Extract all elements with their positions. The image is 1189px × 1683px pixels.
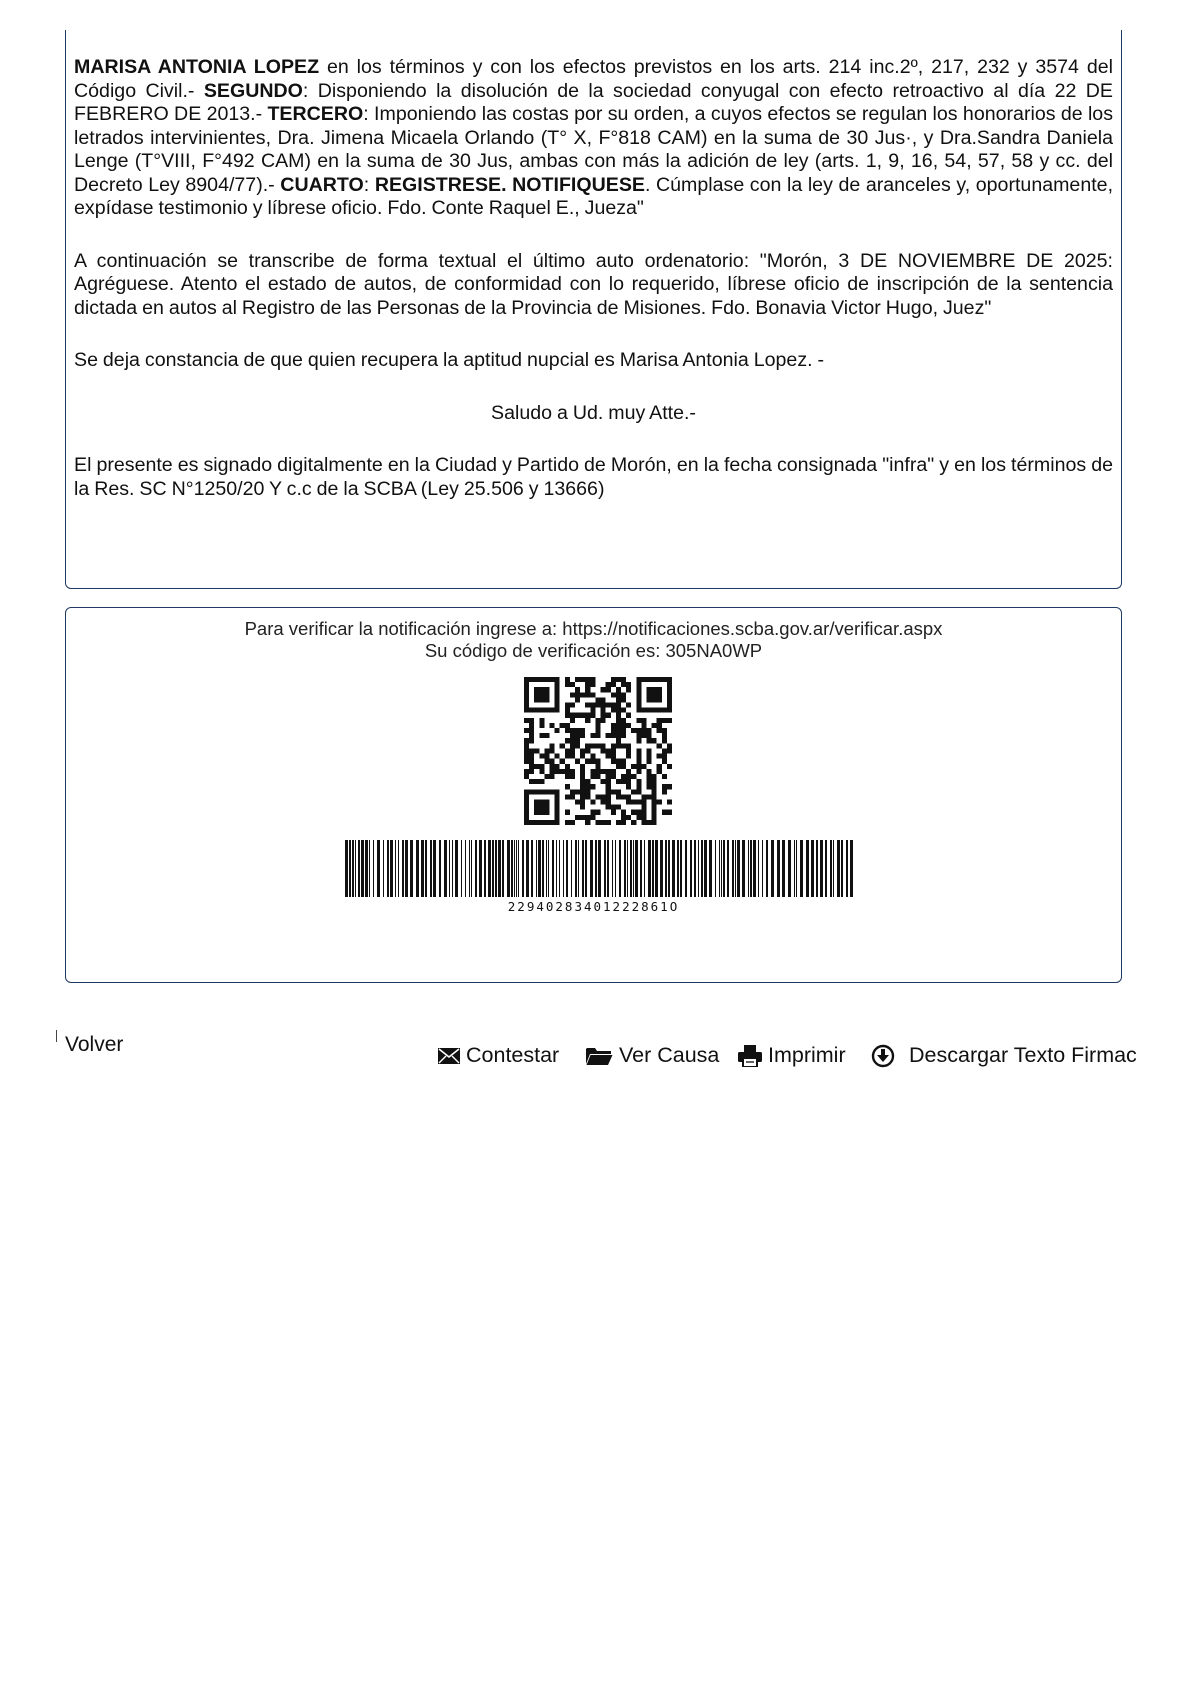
qr-code-icon [524,677,672,825]
imprimir-label: Imprimir [768,1043,846,1067]
envelope-icon [438,1048,460,1064]
action-bar [0,1043,1140,1077]
barcode-number: 22940283401222861O [507,899,680,914]
barcode-icon [345,840,854,897]
verification-url-text: Para verificar la notificación ingrese a: https://notificaciones.scba.gov.ar/verificar.aspx [244,618,943,639]
imprimir-button[interactable] [738,1043,846,1068]
ver-causa-button[interactable] [585,1043,719,1068]
paragraph-signature-notice: El presente es signado digitalmente en la Ciudad y Partido de Morón, en la fecha consignada "infra" y en los términos de la Res. SC N°1250/20 Y c.c de la SCBA (Ley 25.506 y 13666) [74,454,1113,500]
folder-open-icon [585,1046,613,1066]
contestar-label: Contestar [466,1043,560,1067]
divider-tick [56,1030,57,1042]
paragraph-constancia: Se deja constancia de que quien recupera la aptitud nupcial es Marisa Antonia Lopez. - [74,349,825,371]
descargar-button[interactable] [871,1043,1137,1068]
printer-icon [738,1045,762,1067]
descargar-label: Descargar Texto Firmac [909,1043,1137,1067]
contestar-button[interactable] [438,1043,559,1068]
verification-panel [65,607,1122,983]
closing-salutation: Saludo a Ud. muy Atte.- [491,401,696,424]
paragraph-auto-ordenatorio: A continuación se transcribe de forma textual el último auto ordenatorio: "Morón, 3 DE NOVIEMBRE DE 2025: Agréguese. Atento el estado de autos, de conformidad con lo requerido, líbrese oficio de inscripción de la sentencia dictada en autos al Registro de las Personas de la Provincia de Misiones. Fdo. Bonavia Victor Hugo, Juez" [74,249,1113,319]
party-name: MARISA ANTONIA LOPEZ [74,56,320,78]
volver-link[interactable]: Volver [65,1033,124,1056]
notification-body [65,30,1122,589]
ver-causa-label: Ver Causa [619,1043,720,1067]
paragraph-resolution: MARISA ANTONIA LOPEZ en los términos y con los efectos previstos en los arts. 214 inc.2º, 217, 232 y 3574 del Código Civil.- SEGUNDO: Disponiendo la disolución de la sociedad conyugal con efecto retroactivo al día 22 DE FEBRERO DE 2013.- TERCERO: Imponiendo las costas por su orden, a cuyos efectos se regulan los honorarios de los letrados intervinientes, Dra. Jimena Micaela Orlando (T° X, F°818 CAM) en la suma de 30 Jus·, y Dra.Sandra Daniela Lenge (T°VIII, F°492 CAM) en la suma de 30 Jus, ambas con más la adición de ley (arts. 1, 9, 16, 54, 57, 58 y cc. del Decreto Ley 8904/77).- CUARTO: REGISTRESE. NOTIFIQUESE. Cúmplase con la ley de aranceles y, oportunamente, expídase testimonio y líbrese oficio. Fdo. Conte Raquel E., Jueza" [74,56,1114,219]
download-circle-icon [871,1044,895,1068]
verification-code-text: Su código de verificación es: 305NA0WP [424,640,763,661]
